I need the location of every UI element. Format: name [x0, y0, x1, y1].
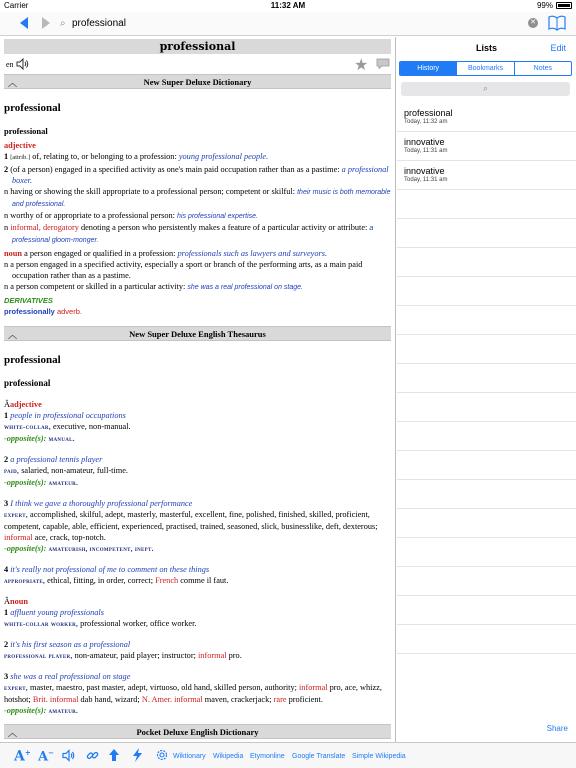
synonyms: paid, salaried, non-amateur, full-time.	[4, 466, 128, 475]
pocket-dictionary-section-header[interactable]	[4, 724, 391, 739]
opposites: -opposite(s): amateur.	[4, 706, 79, 715]
sense: n a person competent or skilled in a particular activity: she was a real professional on stage.	[4, 282, 303, 291]
sense: n having or showing the skill appropriate to a professional person; competent or skilful: their music is both memorable and professional.	[4, 187, 391, 208]
link-simple-wikipedia[interactable]: Simple Wikipedia	[352, 753, 406, 760]
font-increase-icon[interactable]: A+	[14, 748, 31, 765]
search-icon: ⌕	[60, 18, 66, 29]
part-of-speech: adjective	[4, 141, 36, 150]
gear-icon[interactable]	[155, 748, 169, 762]
thesaurus-section-header[interactable]	[4, 326, 391, 341]
synonyms: expert, master, maestro, past master, adept, virtuoso, old hand, skilled person, authority; informal pro, ace, whizz, hotshot; Brit. informal dab hand, wizard; N. Amer. informal maven, crackerjack; rare proficient.	[4, 683, 382, 704]
empty-row	[397, 480, 576, 509]
dictionary-entry	[0, 103, 395, 317]
link-wiktionary[interactable]: Wiktionary	[173, 753, 206, 760]
sense: 1 affluent young professionals	[4, 608, 104, 617]
tab-history[interactable]: History	[400, 62, 457, 75]
section-title: New Super Deluxe Dictionary	[143, 77, 252, 87]
list-segmented-control	[399, 61, 572, 76]
history-time: Today, 11:31 am	[404, 148, 448, 154]
history-item[interactable]	[397, 161, 576, 190]
empty-row	[397, 364, 576, 393]
lists-panel	[397, 37, 576, 742]
language-label: en	[6, 60, 14, 69]
sense: 1 people in professional occupations	[4, 411, 126, 420]
battery-indicator	[537, 1, 572, 10]
star-icon[interactable]: ★	[354, 57, 369, 74]
sense: noun a person engaged or qualified in a profession: professionals such as lawyers and surveyors.	[4, 249, 328, 258]
forward-arrow-icon[interactable]	[40, 16, 52, 30]
history-word: professional	[404, 108, 453, 118]
history-word: innovative	[404, 166, 445, 176]
tab-bookmarks[interactable]: Bookmarks	[457, 62, 514, 75]
panel-title: Lists	[475, 43, 497, 53]
opposites: -opposite(s): manual.	[4, 434, 75, 443]
empty-row	[397, 248, 576, 277]
word-meta-row	[0, 54, 395, 74]
up-arrow-icon[interactable]	[108, 748, 120, 762]
entry-subheadword: professional	[4, 126, 48, 136]
sense: 2 a professional tennis player	[4, 455, 103, 464]
search-toolbar	[0, 12, 576, 36]
synonyms: expert, accomplished, skilful, adept, masterly, masterful, excellent, fine, polished, finished, skilled, proficient, competent, capable, able, efficient, experienced, practised, trained, seasoned, slick, businesslike, deft, dexterous; informal ace, crack, top-notch.	[4, 510, 378, 542]
empty-row	[397, 596, 576, 625]
synonyms: white-collar, executive, non-manual.	[4, 422, 131, 431]
part-of-speech: Âadjective	[4, 400, 42, 409]
sense: 3 she was a real professional on stage	[4, 672, 131, 681]
battery-percent: 99%	[536, 1, 553, 10]
history-item[interactable]	[397, 132, 576, 161]
empty-row	[397, 422, 576, 451]
empty-row	[397, 509, 576, 538]
synonyms: professional player, non-amateur, paid player; instructor; informal pro.	[4, 651, 242, 660]
carrier-label: Carrier	[4, 1, 29, 10]
history-time: Today, 11:31 am	[404, 177, 448, 183]
comment-icon[interactable]	[376, 58, 390, 69]
lightning-icon[interactable]	[132, 748, 143, 762]
section-title: Pocket Deluxe English Dictionary	[136, 727, 259, 737]
link-wikipedia[interactable]: Wikipedia	[213, 753, 244, 760]
link-google-translate[interactable]: Google Translate	[292, 753, 346, 760]
chevron-up-icon: ︿	[8, 728, 18, 738]
derivatives-label: DERIVATIVES	[4, 296, 53, 305]
link-icon[interactable]	[86, 749, 99, 762]
history-word: innovative	[404, 137, 445, 147]
history-search-field[interactable]	[401, 82, 570, 96]
empty-row	[397, 306, 576, 335]
book-icon[interactable]	[548, 15, 566, 31]
empty-row	[397, 277, 576, 306]
chevron-up-icon: ︿	[8, 330, 18, 340]
bottom-toolbar	[0, 742, 576, 768]
synonyms: appropriate, ethical, fitting, in order, correct; French comme il faut.	[4, 576, 229, 585]
part-of-speech: Ânoun	[4, 597, 28, 606]
clear-icon[interactable]: ✕	[528, 18, 538, 28]
sense: n worthy of or appropriate to a professional person: his professional expertise.	[4, 211, 258, 220]
battery-icon	[556, 2, 572, 9]
sense: 3 I think we gave a thoroughly professional performance	[4, 499, 193, 508]
status-bar	[0, 0, 576, 12]
opposites: -opposite(s): amateur.	[4, 478, 79, 487]
link-etymonline[interactable]: Etymonline	[250, 753, 285, 760]
sense: n a person engaged in a specified activity, especially a sport or branch of the performing arts, as a main paid occupation rather than as a pastime.	[4, 260, 363, 280]
dictionary-section-header[interactable]	[4, 74, 391, 89]
search-icon: ⌕	[483, 84, 488, 93]
empty-row	[397, 538, 576, 567]
empty-row	[397, 451, 576, 480]
thesaurus-entry	[0, 355, 395, 717]
entry-headword: professional	[4, 102, 61, 114]
history-time: Today, 11:32 am	[404, 119, 448, 125]
opposites: -opposite(s): amateurish, incompetent, inept.	[4, 544, 154, 553]
entry-headword: professional	[4, 354, 61, 366]
empty-row	[397, 190, 576, 219]
derivative: professionally adverb.	[4, 307, 82, 316]
edit-button[interactable]: Edit	[550, 43, 566, 53]
history-list	[397, 103, 576, 654]
sense: 1 [attrib.] of, relating to, or belonging to a profession: young professional people.	[4, 152, 269, 161]
empty-row	[397, 219, 576, 248]
font-decrease-icon[interactable]: A−	[38, 748, 54, 765]
empty-row	[397, 393, 576, 422]
entry-subheadword: professional	[4, 378, 51, 388]
empty-row	[397, 567, 576, 596]
definition-pane[interactable]	[0, 37, 396, 742]
share-button[interactable]: Share	[546, 724, 568, 733]
back-arrow-icon[interactable]	[18, 16, 30, 30]
synonyms: white-collar worker, professional worker, office worker.	[4, 619, 197, 628]
tab-notes[interactable]: Notes	[533, 65, 552, 72]
word-title: professional	[4, 39, 391, 54]
empty-row	[397, 335, 576, 364]
clock: 11:32 AM	[270, 1, 306, 10]
section-title: New Super Deluxe English Thesaurus	[129, 329, 266, 339]
sense: 2 (of a person) engaged in a specified activity as one's main paid occupation rather than as a pastime: a professional boxer.	[4, 165, 389, 185]
audio-icon[interactable]	[62, 749, 76, 762]
speaker-icon[interactable]	[16, 58, 30, 70]
chevron-up-icon: ︿	[8, 78, 18, 88]
sense: 4 it's really not professional of me to comment on these things	[4, 565, 210, 574]
sense: n informal, derogatory denoting a person who persistently makes a feature of a particular activity or attribute: a professional gloom-monger.	[4, 223, 374, 244]
search-input[interactable]	[72, 15, 512, 33]
sense: 2 it's his first season as a professional	[4, 640, 131, 649]
history-item[interactable]	[397, 103, 576, 132]
empty-row	[397, 625, 576, 654]
